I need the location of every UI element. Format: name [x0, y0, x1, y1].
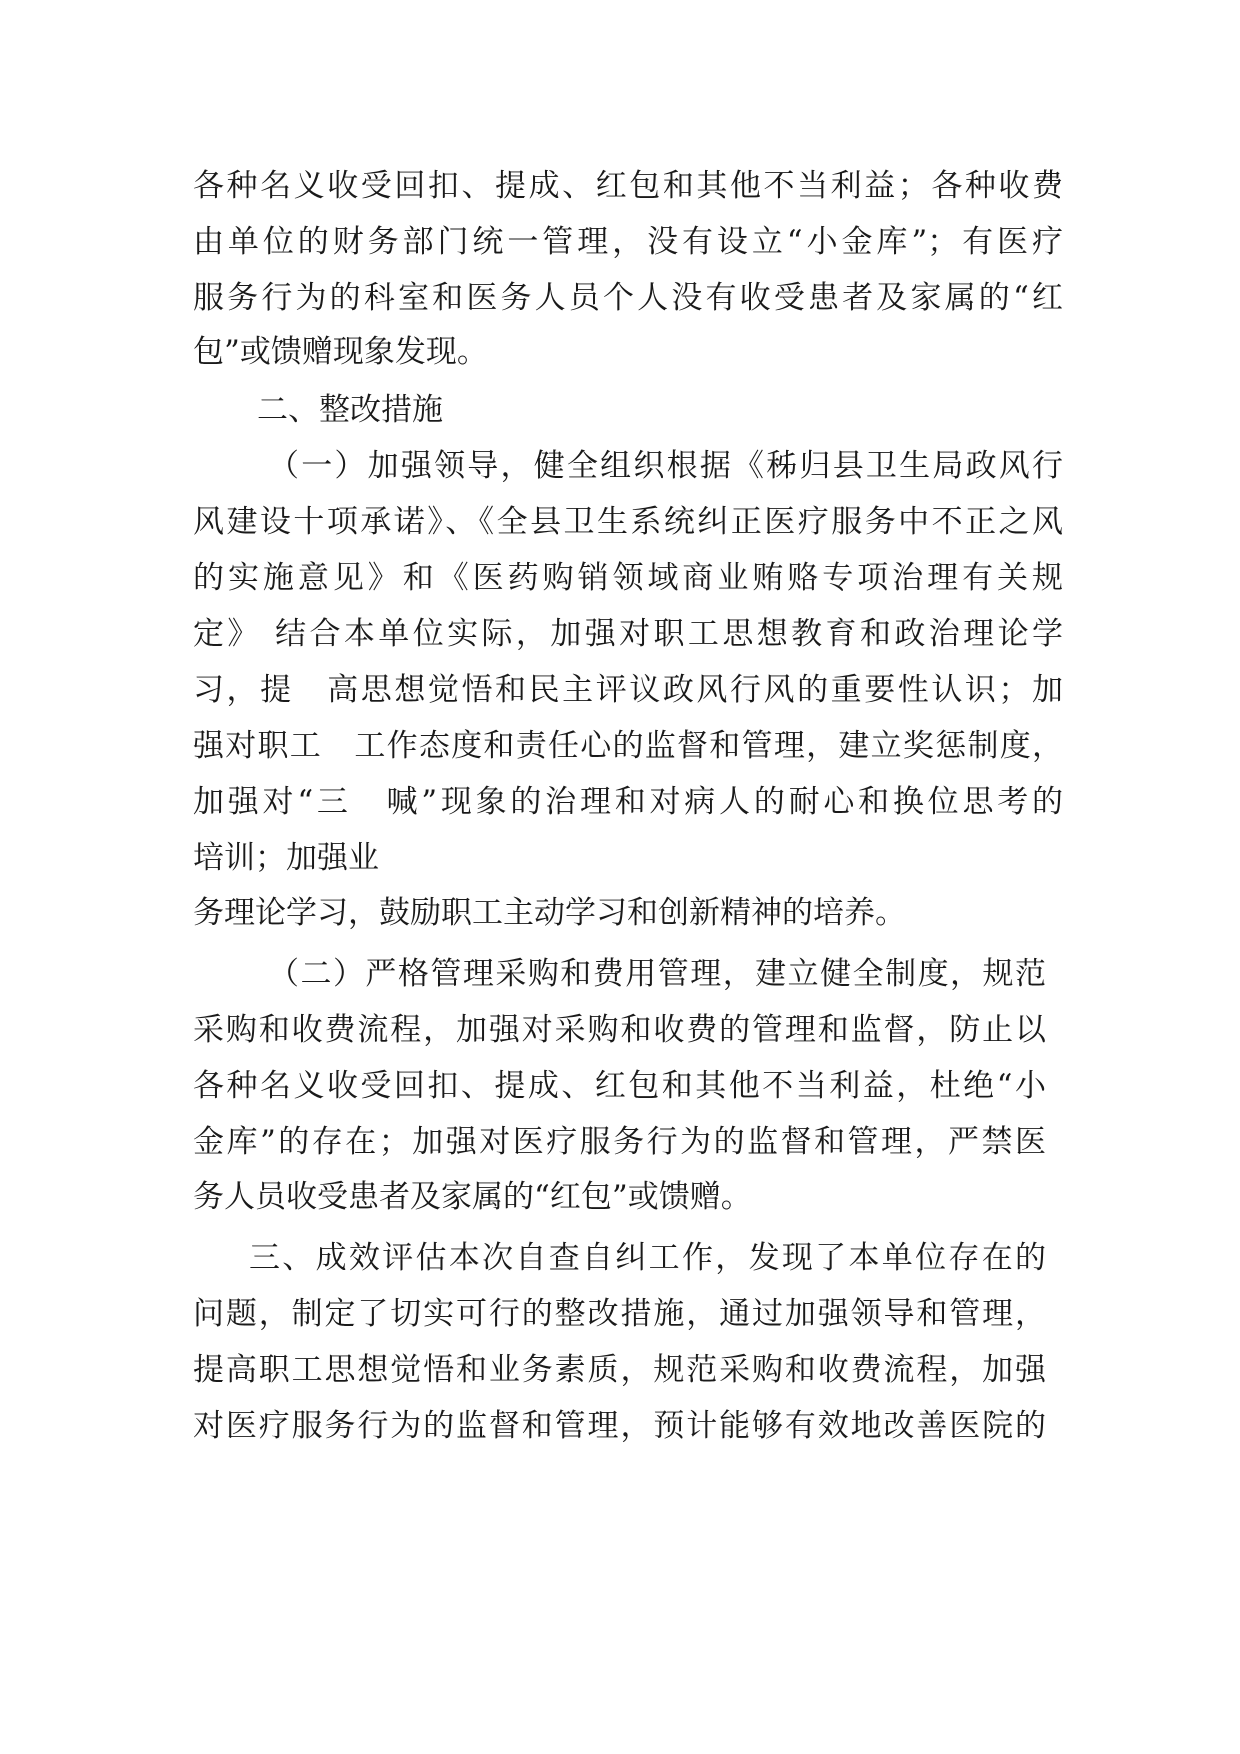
text-line: 培训；加强业 — [193, 840, 379, 876]
text-line: 务理论学习，鼓励职工主动学习和创新精神的培养。 — [193, 895, 906, 931]
text-line: 各种名义收受回扣、提成、红包和其他不当利益；各种收费 — [193, 168, 1063, 204]
text-line: 包”或馈赠现象发现。 — [193, 334, 488, 370]
text-line: 强对职工 工作态度和责任心的监督和管理，建立奖惩制度， — [193, 728, 1063, 764]
text-line: 定》 结合本单位实际，加强对职工思想教育和政治理论学 — [193, 616, 1063, 652]
text-line: 习，提 高思想觉悟和民主评议政风行风的重要性认识；加 — [193, 672, 1063, 708]
text-line: 采购和收费流程，加强对采购和收费的管理和监督，防止以 — [193, 1012, 1046, 1048]
text-line: 加强对“三 喊”现象的治理和对病人的耐心和换位思考的 — [193, 784, 1063, 820]
text-line: 各种名义收受回扣、提成、红包和其他不当利益，杜绝“小 — [193, 1068, 1046, 1104]
text-line: 由单位的财务部门统一管理，没有设立“小金库”；有医疗 — [193, 224, 1063, 260]
text-line: 服务行为的科室和医务人员个人没有收受患者及家属的“红 — [193, 280, 1063, 316]
text-line: 金库”的存在；加强对医疗服务行为的监督和管理，严禁医 — [193, 1124, 1046, 1160]
text-line: （一）加强领导，健全组织根据《秭归县卫生局政风行 — [268, 448, 1063, 484]
text-line: 风建设十项承诺》、《全县卫生系统纠正医疗服务中不正之风 — [193, 504, 1063, 540]
text-line: （二）严格管理采购和费用管理，建立健全制度，规范 — [268, 956, 1046, 992]
text-line: 务人员收受患者及家属的“红包”或馈赠。 — [193, 1179, 752, 1215]
text-line: 对医疗服务行为的监督和管理，预计能够有效地改善医院的 — [193, 1408, 1046, 1444]
text-line: 问题，制定了切实可行的整改措施，通过加强领导和管理， — [193, 1296, 1046, 1332]
text-line: 三、成效评估本次自查自纠工作，发现了本单位存在的 — [249, 1240, 1046, 1276]
text-line: 的实施意见》和《医药购销领域商业贿赂专项治理有关规 — [193, 560, 1063, 596]
section-heading: 二、整改措施 — [257, 392, 443, 428]
text-line: 提高职工思想觉悟和业务素质，规范采购和收费流程，加强 — [193, 1352, 1046, 1388]
